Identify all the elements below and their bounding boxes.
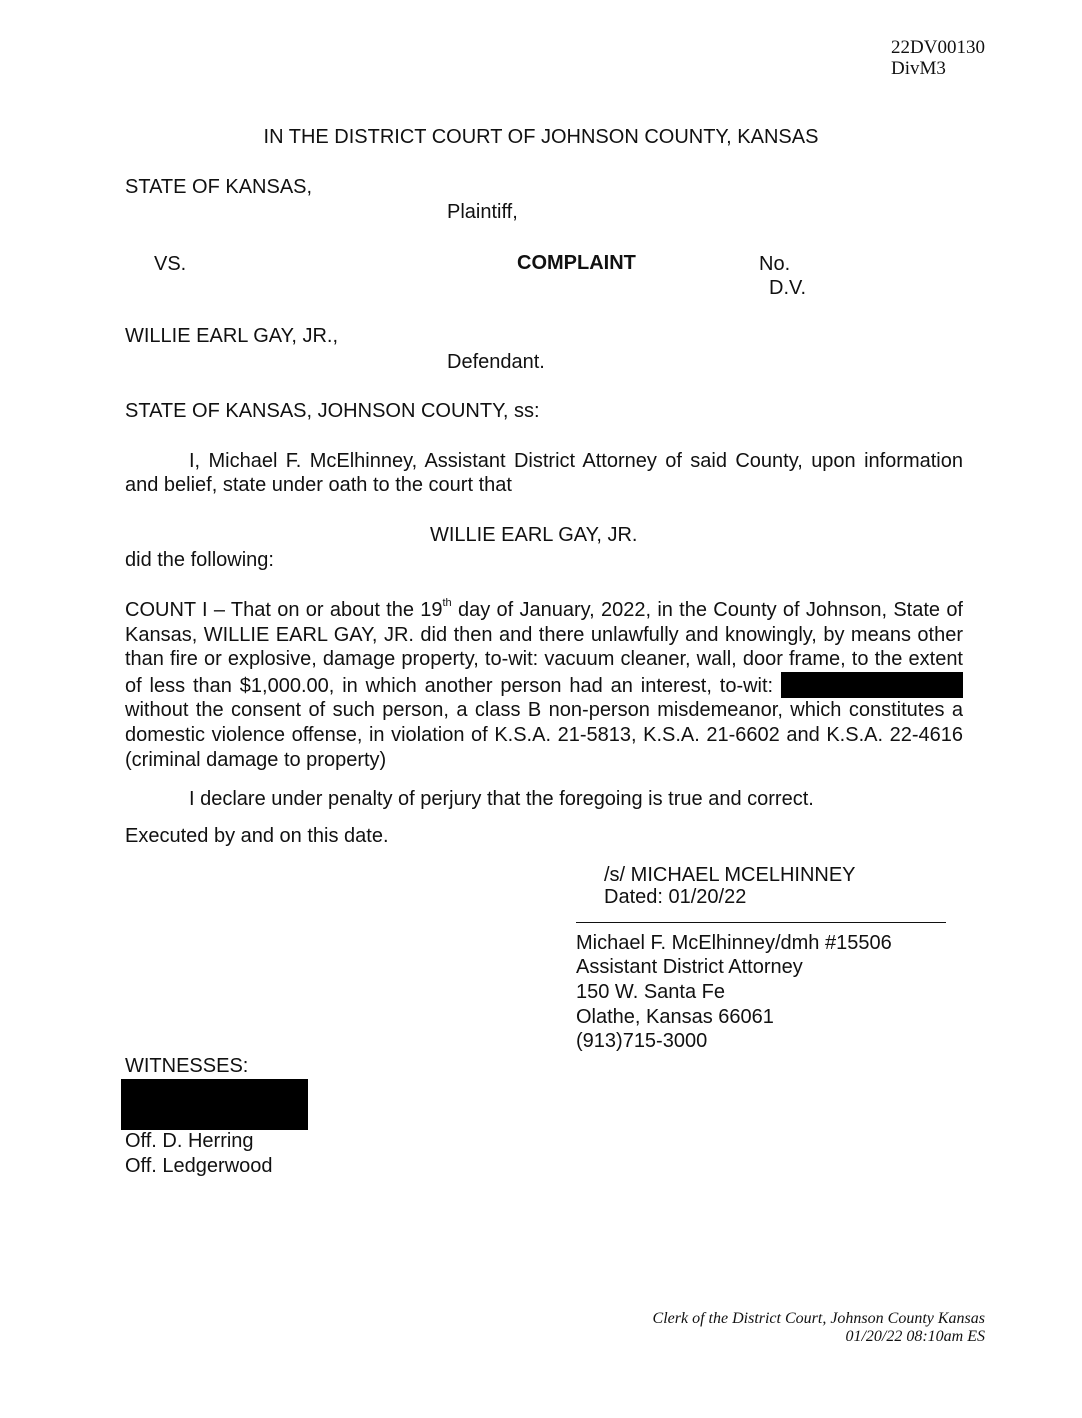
witnesses-label: WITNESSES: <box>125 1055 249 1077</box>
court-title: IN THE DISTRICT COURT OF JOHNSON COUNTY, KANSAS <box>263 126 819 148</box>
count-text-middle: day of January, 2022, in the County of Johnson, State of Kansas, WILLIE EARL GAY, JR. did then and there unlawfully and knowingly, by means other than fire or explosive, damage property, to-wit: vacuum cleaner, wall, door frame, to the extent of less than $1,000.00, in which another person had an interest, to-wit: <box>125 599 963 697</box>
plaintiff-name: STATE OF KANSAS, <box>125 176 313 198</box>
division: DivM3 <box>891 58 946 79</box>
defendant-label: Defendant. <box>447 351 545 373</box>
count-text-end: without the consent of such person, a class B non-person misdemeanor, which constitutes a domestic violence offense, in violation of K.S.A. 21-5813, K.S.A. 21-6602 and K.S.A. 22-4616 (criminal damage to property) <box>125 699 963 771</box>
document-type: COMPLAINT <box>517 252 636 274</box>
declaration: I declare under penalty of perjury that the foregoing is true and correct. <box>189 788 814 810</box>
plaintiff-label: Plaintiff, <box>447 201 518 223</box>
attorney-name: Michael F. McElhinney/dmh #15506 <box>576 932 892 954</box>
attorney-street: 150 W. Santa Fe <box>576 981 725 1003</box>
redaction-block <box>781 672 963 698</box>
signature-date: Dated: 01/20/22 <box>604 886 747 908</box>
witness-item: Off. Ledgerwood <box>125 1155 273 1177</box>
count-text-start: COUNT I – That on or about the 19 <box>125 599 443 621</box>
signature-line <box>576 922 946 923</box>
executed-line: Executed by and on this date. <box>125 825 389 847</box>
witness-redaction <box>121 1079 308 1130</box>
intro-paragraph: I, Michael F. McElhinney, Assistant District Attorney of said County, upon information and belief, state under oath to the court that <box>125 450 963 496</box>
venue-line: STATE OF KANSAS, JOHNSON COUNTY, ss: <box>125 400 540 422</box>
attorney-title: Assistant District Attorney <box>576 956 803 978</box>
attorney-phone: (913)715-3000 <box>576 1030 708 1052</box>
versus-label: VS. <box>154 253 187 275</box>
count-superscript: th <box>442 597 452 610</box>
electronic-signature: /s/ MICHAEL MCELHINNEY <box>604 864 856 886</box>
attorney-city: Olathe, Kansas 66061 <box>576 1006 774 1028</box>
case-number: 22DV00130 <box>891 37 985 58</box>
dv-label: D.V. <box>769 277 807 299</box>
defendant-centered: WILLIE EARL GAY, JR. <box>430 524 638 546</box>
defendant-name: WILLIE EARL GAY, JR., <box>125 325 339 347</box>
did-following: did the following: <box>125 549 274 571</box>
witness-item: Off. D. Herring <box>125 1130 254 1152</box>
clerk-stamp: Clerk of the District Court, Johnson County Kansas <box>652 1310 985 1327</box>
filing-timestamp: 01/20/22 08:10am ES <box>845 1328 985 1345</box>
count-one-paragraph <box>125 598 963 772</box>
number-label: No. <box>759 253 791 275</box>
case-number-block <box>891 37 985 79</box>
